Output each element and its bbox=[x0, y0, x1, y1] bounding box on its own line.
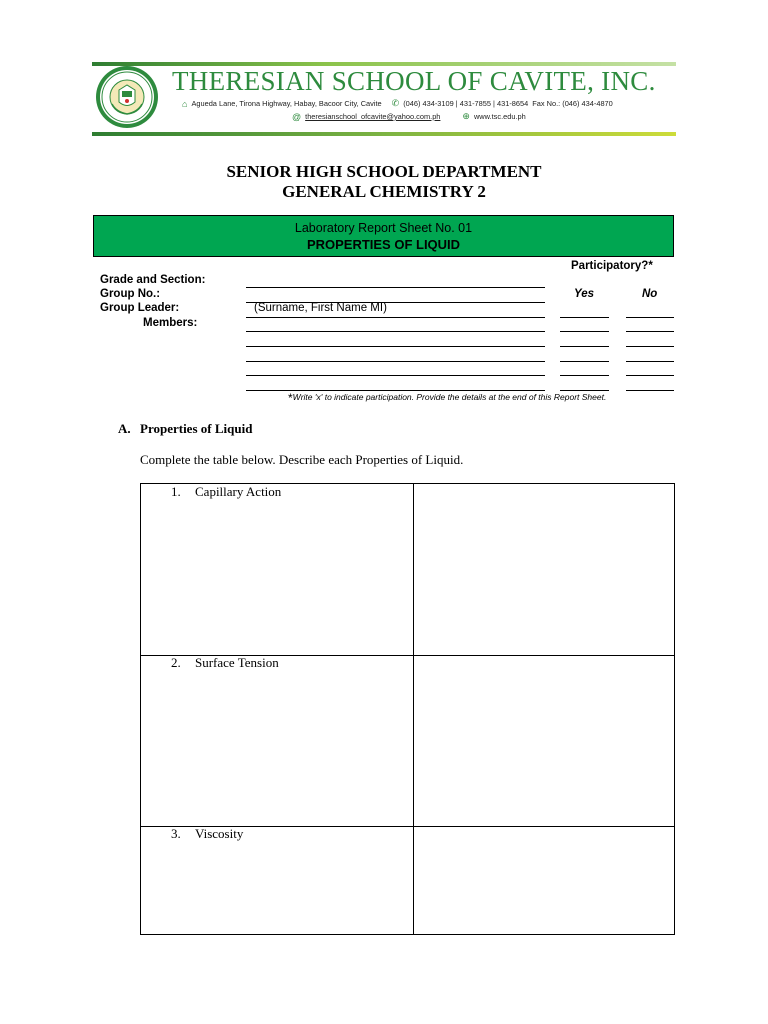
no-field[interactable] bbox=[626, 346, 674, 347]
section-a-title: Properties of Liquid bbox=[140, 421, 253, 436]
description-cell[interactable] bbox=[414, 656, 674, 826]
section-a-number: A. bbox=[118, 421, 131, 436]
contact-line-online bbox=[292, 111, 526, 122]
grade-section-label: Grade and Section: bbox=[100, 274, 206, 286]
school-seal-icon bbox=[94, 64, 160, 130]
yes-field[interactable] bbox=[560, 317, 609, 318]
group-no-label: Group No.: bbox=[100, 288, 161, 300]
yes-column-label: Yes bbox=[574, 288, 595, 300]
grade-section-field[interactable] bbox=[246, 287, 545, 288]
report-title: PROPERTIES OF LIQUID bbox=[306, 237, 461, 252]
table-row-label bbox=[171, 826, 243, 842]
section-a-heading bbox=[118, 421, 252, 437]
no-field[interactable] bbox=[626, 317, 674, 318]
home-icon: ⌂ bbox=[182, 98, 188, 109]
row-label: Capillary Action bbox=[195, 484, 282, 499]
member-field[interactable] bbox=[246, 375, 545, 376]
letterhead bbox=[92, 62, 676, 138]
email-link[interactable]: theresianschool_ofcavite@yahoo.com.ph bbox=[305, 112, 441, 121]
yes-field[interactable] bbox=[560, 375, 609, 376]
yes-field[interactable] bbox=[560, 346, 609, 347]
row-number: 2. bbox=[171, 655, 181, 670]
letterhead-bottom-bar bbox=[92, 132, 676, 136]
member-field[interactable] bbox=[246, 346, 545, 347]
subject-title: GENERAL CHEMISTRY 2 bbox=[282, 182, 486, 201]
fax-text: Fax No.: (046) 434-4870 bbox=[532, 99, 613, 108]
department-title: SENIOR HIGH SCHOOL DEPARTMENT bbox=[226, 162, 542, 181]
phone-text: (046) 434-3109 | 431-7855 | 431-8654 bbox=[403, 99, 529, 108]
globe-icon: ⊕ bbox=[462, 111, 470, 121]
leader-name-hint: (Surname, First Name MI) bbox=[254, 302, 387, 314]
group-leader-label: Group Leader: bbox=[100, 302, 180, 314]
member-field[interactable] bbox=[246, 361, 545, 362]
school-name: THERESIAN SCHOOL OF CAVITE, INC. bbox=[172, 66, 656, 96]
row-number: 3. bbox=[171, 826, 181, 841]
row-label: Viscosity bbox=[195, 826, 244, 841]
members-label: Members: bbox=[143, 317, 198, 329]
no-field[interactable] bbox=[626, 375, 674, 376]
no-column-label: No bbox=[642, 288, 658, 300]
website-link[interactable]: www.tsc.edu.ph bbox=[473, 112, 526, 121]
row-label: Surface Tension bbox=[195, 655, 279, 670]
email-icon: @ bbox=[292, 111, 302, 122]
description-cell[interactable] bbox=[414, 484, 674, 654]
report-banner bbox=[93, 215, 674, 257]
no-field[interactable] bbox=[626, 361, 674, 362]
phone-icon: ✆ bbox=[391, 98, 400, 108]
yes-field[interactable] bbox=[560, 331, 609, 332]
address-text: Agueda Lane, Tirona Highway, Habay, Bacoor City, Cavite bbox=[191, 99, 382, 108]
note-asterisk: * bbox=[288, 391, 293, 405]
table-row-label bbox=[171, 655, 279, 671]
note-text: Write 'x' to indicate participation. Provide the details at the end of this Report Sheet. bbox=[292, 392, 607, 402]
report-sheet-number: Laboratory Report Sheet No. 01 bbox=[294, 221, 473, 235]
participatory-label: Participatory?* bbox=[571, 260, 653, 272]
description-cell[interactable] bbox=[414, 827, 674, 932]
group-leader-field[interactable] bbox=[246, 317, 545, 318]
participation-note bbox=[288, 391, 606, 405]
section-a-instruction: Complete the table below. Describe each Properties of Liquid. bbox=[140, 452, 464, 467]
no-field[interactable] bbox=[626, 390, 674, 391]
properties-table bbox=[140, 483, 675, 935]
contact-line-address bbox=[182, 98, 613, 109]
table-row-label bbox=[171, 484, 281, 500]
member-field[interactable] bbox=[246, 331, 545, 332]
yes-field[interactable] bbox=[560, 361, 609, 362]
no-field[interactable] bbox=[626, 331, 674, 332]
group-no-field[interactable] bbox=[246, 302, 545, 303]
row-number: 1. bbox=[171, 484, 181, 499]
